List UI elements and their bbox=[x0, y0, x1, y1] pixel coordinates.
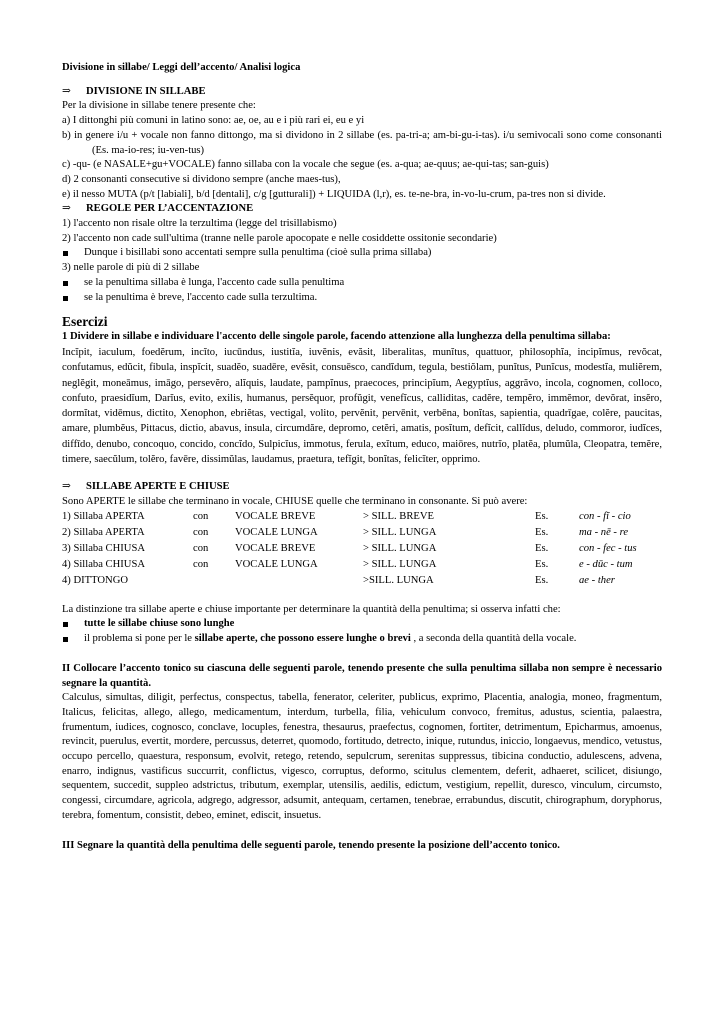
syllable-table-row bbox=[62, 558, 637, 574]
syllable-table-cell: >SILL. LUNGA bbox=[363, 575, 434, 587]
sillabe-bullet-1-text: tutte le sillabe chiuse sono lunghe bbox=[84, 618, 235, 630]
syllable-table-cell: VOCALE BREVE bbox=[235, 511, 316, 523]
sillabe-bullet-2-post: , a seconda della quantità della vocale. bbox=[410, 633, 577, 645]
sillabe-bullet-2 bbox=[62, 632, 662, 647]
accent-rule-3: 3) nelle parole di più di 2 sillabe bbox=[62, 262, 200, 274]
accent-bullet-2 bbox=[62, 276, 662, 291]
syllable-table-cell: con bbox=[193, 527, 209, 539]
accent-rule-2: 2) l'accento non cade sull'ultima (tranne nelle parole apocopate e nelle cosiddette ossitonie secondarie) bbox=[62, 232, 497, 244]
bullet-square-icon bbox=[63, 281, 68, 286]
syllable-table-cell: e - dūc - tum bbox=[579, 559, 633, 571]
syllable-table-cell: VOCALE LUNGA bbox=[235, 559, 318, 571]
syllable-table-cell: Es. bbox=[535, 511, 549, 523]
sillabe-note: La distinzione tra sillabe aperte e chiuse importante per determinare la quantità della penultima; si osserva infatti che: bbox=[62, 603, 561, 615]
syllable-table-cell: con bbox=[193, 511, 209, 523]
syllable-table-cell: con - fec - tus bbox=[579, 543, 637, 555]
rule-a: a) I dittonghi più comuni in latino sono: ae, oe, au e i più rari ei, eu e yi bbox=[62, 115, 365, 127]
syllable-table-cell: > SILL. LUNGA bbox=[363, 559, 437, 571]
rule-e: e) il nesso MUTA (p/t [labiali], b/d [dentali], c/g [gutturali]) + LIQUIDA (l,r), es. te-ne-bra, in-vo-lu-crum, pa-tres non si divide. bbox=[62, 188, 606, 200]
syllable-table-body bbox=[62, 510, 637, 590]
bullet-square-icon bbox=[63, 622, 68, 627]
bullet-square-icon bbox=[63, 251, 68, 256]
page-title: Divisione in sillabe/ Leggi dell’accento/ Analisi logica bbox=[62, 62, 301, 73]
spacer bbox=[62, 467, 662, 480]
sillabe-bullet-1 bbox=[62, 617, 662, 632]
syllable-table-cell: Es. bbox=[535, 527, 549, 539]
section-heading-accentazione bbox=[62, 202, 662, 217]
section-heading-accentazione-text: REGOLE PER L’ACCENTAZIONE bbox=[86, 203, 254, 215]
syllable-table-row bbox=[62, 510, 637, 526]
bullet-square-icon bbox=[63, 637, 68, 642]
syllable-table-row bbox=[62, 526, 637, 542]
syllable-table-cell: ae - ther bbox=[579, 575, 615, 587]
section-heading-divisione-text: DIVISIONE IN SILLABE bbox=[86, 85, 206, 97]
syllable-table-cell: > SILL. LUNGA bbox=[363, 527, 437, 539]
exercise-1-text: Incĭpit, iaculum, foedĕrum, incĭto, iucūndus, iustitĭa, iuvĕnis, evăsit, liberalitas, munĭtus, quattuor, philosophĭa, incipĭmus, revŏcat, confutamus, edŭcit, fibula, inspĭcit, suadĕo, suadēre, evĕsit, consuēsco, candĭdum, tegula, bestiŏlam, punĭtus, Punĭcus, modestĭa, muliĕrem, neglĕgit, moneāmus, imāgo, persevĕro, alĭquis, laudate, pampĭnus, praecoces, principĭum, Aegyptĭus, aggrăvo, incola, cognomen, colloco, confuto, praesidĭum, Darĭus, evito, exilis, humanus, persĕquor, profŭgit, venefĭcus, calliditas, cadĕre, tempĕro, immĕmor, devŏrat, insĕro, dormĭtat, vidēmus, dictito, Xenophon, ebriĕtas, vectigal, volito, pervĕnit, pervēnit, verbēna, bonĭtas, sapientia, quadrīgae, colĕre, paucitas, amare, plumbĕus, Pittacus, dictio, abavus, insula, circumdăre, depromo, cetĕri, amatis, posĭtum, defĭcit, callĭdus, deludo, commoror, iudĭces, diffīdo, denubo, concoquo, concido, concĭdo, Sulpicĭus, immotus, ferula, exĭtum, educo, maiōres, nutrĭo, platĕa, plumŭla, Cleopatra, temĕre, timere, saecŭlum, tolĕro, favēre, dissimŭlas, laudamus, praetura, tefĭgit, bonĭtas, felicĭter, opprimo. bbox=[62, 346, 662, 466]
divisione-intro: Per la divisione in sillabe tenere presente che: bbox=[62, 100, 256, 112]
accent-rule-1: 1) l'accento non risale oltre la terzultima (legge del trisillabismo) bbox=[62, 218, 337, 230]
sillabe-bullet-2-bold: sillabe aperte, che possono essere lunghe o brevi bbox=[194, 633, 411, 645]
section-heading-sillabe-text: SILLABE APERTE E CHIUSE bbox=[86, 481, 230, 493]
syllable-table-cell: con bbox=[193, 543, 209, 555]
spacer bbox=[62, 590, 662, 603]
exercise-1-title: 1 Dividere in sillabe e individuare l'accento delle singole parole, facendo attenzione alla lunghezza della penultima sillaba: bbox=[62, 331, 611, 343]
syllable-table-cell: con bbox=[193, 559, 209, 571]
arrow-icon: ⇒ bbox=[62, 481, 71, 493]
syllable-table-cell bbox=[193, 574, 235, 590]
rule-d: d) 2 consonanti consecutive si dividono sempre (anche maes-tus), bbox=[62, 173, 341, 185]
exercise-2-text: Calculus, simultas, diligit, perfectus, conspectus, tabella, fenerator, celeriter, publicus, exprimo, Placentia, analogia, moneo, fragmentum, Italicus, felicitas, allego, allego, medicamentum, interdum, turbella, filia, vehiculum convoco, fremitus, adustus, scientia, palaestra, frumentum, iudices, cognosco, conclave, locuples, fenestra, thesaurus, praefectus, cognomen, fortiter, detrimentum, Epicharmus, amoenus, revincit, puerulus, evertit, mordere, percussus, deterret, quomodo, fortitudo, detrecto, inique, rutundus, iniccio, longaevus, mendico, vetustus, occupo percello, quaestura, responsum, evolvit, retego, retendo, sepulcrum, serenitas suppressus, tibicina conductio, adulescens, advena, enarro, indignus, vastificus succurrit, conflictus, vigesco, corruptus, deformo, scitulus clementem, deferit, adhaeret, scilicet, disiungo, sequentem, succedit, suppleo adstrictus, tributum, exemplar, utensilis, aedilis, edictum, vestigium, repellit, duresco, vinculum, circumsto, congessi, circumdare, agricola, adgrego, adgressor, adsumit, antequam, certamen, tenebrae, errabundus, discutit, chirographum, doryphorus, terebra, fomentum, consistit, debeo, eminet, ediscit, insuetus. bbox=[62, 692, 662, 821]
accent-bullet-2-text: se la penultima sillaba è lunga, l'accento cade sulla penultima bbox=[84, 276, 345, 288]
syllable-table-cell: 4) Sillaba CHIUSA bbox=[62, 559, 145, 571]
rule-c: c) -qu- (e NASALE+gu+VOCALE) fanno sillaba con la vocale che segue (es. a-qua; ae-quus; ae-qui-tas; san-guis) bbox=[62, 159, 549, 171]
syllable-table bbox=[62, 510, 637, 590]
bullet-square-icon bbox=[63, 296, 68, 301]
accent-bullet-3 bbox=[62, 291, 662, 306]
syllable-table-cell: VOCALE LUNGA bbox=[235, 527, 318, 539]
accent-bullet-3-text: se la penultima è breve, l'accento cade sulla terzultima. bbox=[84, 291, 318, 303]
syllable-table-cell: > SILL. LUNGA bbox=[363, 543, 437, 555]
syllable-table-cell: con - fĭ - cio bbox=[579, 511, 631, 523]
syllable-table-cell: Es. bbox=[535, 575, 549, 587]
arrow-icon: ⇒ bbox=[62, 203, 71, 215]
syllable-table-cell: 2) Sillaba APERTA bbox=[62, 527, 145, 539]
document-page bbox=[62, 61, 662, 853]
accent-bullet-1-text: Dunque i bisillabi sono accentati sempre sulla penultima (cioè sulla prima sillaba) bbox=[84, 247, 432, 259]
syllable-table-row bbox=[62, 574, 637, 590]
syllable-table-row bbox=[62, 542, 637, 558]
spacer bbox=[62, 824, 662, 839]
exercise-3-title: III Segnare la quantità della penultima delle seguenti parole, tenendo presente la posizione dell’accento tonico. bbox=[62, 839, 560, 851]
syllable-table-cell: VOCALE BREVE bbox=[235, 543, 316, 555]
sillabe-bullet-2-pre: il problema si pone per le bbox=[84, 633, 195, 645]
exercise-2-title: II Collocare l’accento tonico su ciascuna delle seguenti parole, tenendo presente che sulla penultima sillaba non sempre è necessario segnare la quantità. bbox=[62, 662, 662, 689]
rule-b: b) in genere i/u + vocale non fanno dittongo, ma si dividono in 2 sillabe (es. pa-tri-a; am-bi-gu-i-tas). i/u semivocali sono come consonanti (Es. ma-io-res; iu-ven-tus) bbox=[62, 129, 662, 156]
accent-bullet-1 bbox=[62, 246, 662, 261]
syllable-table-cell: ma - nē - re bbox=[579, 527, 629, 539]
sillabe-intro: Sono APERTE le sillabe che terminano in vocale, CHIUSE quelle che terminano in consonante. Si può avere: bbox=[62, 496, 528, 508]
syllable-table-cell: 1) Sillaba APERTA bbox=[62, 511, 145, 523]
syllable-table-cell bbox=[235, 574, 363, 590]
spacer bbox=[62, 647, 662, 662]
esercizi-heading: Esercizi bbox=[62, 314, 108, 330]
section-heading-sillabe bbox=[62, 480, 662, 495]
syllable-table-cell: 3) Sillaba CHIUSA bbox=[62, 543, 145, 555]
syllable-table-cell: > SILL. BREVE bbox=[363, 511, 435, 523]
syllable-table-cell: 4) DITTONGO bbox=[62, 575, 129, 587]
arrow-icon: ⇒ bbox=[62, 85, 71, 97]
syllable-table-cell: Es. bbox=[535, 543, 549, 555]
syllable-table-cell: Es. bbox=[535, 559, 549, 571]
section-heading-divisione bbox=[62, 85, 662, 100]
